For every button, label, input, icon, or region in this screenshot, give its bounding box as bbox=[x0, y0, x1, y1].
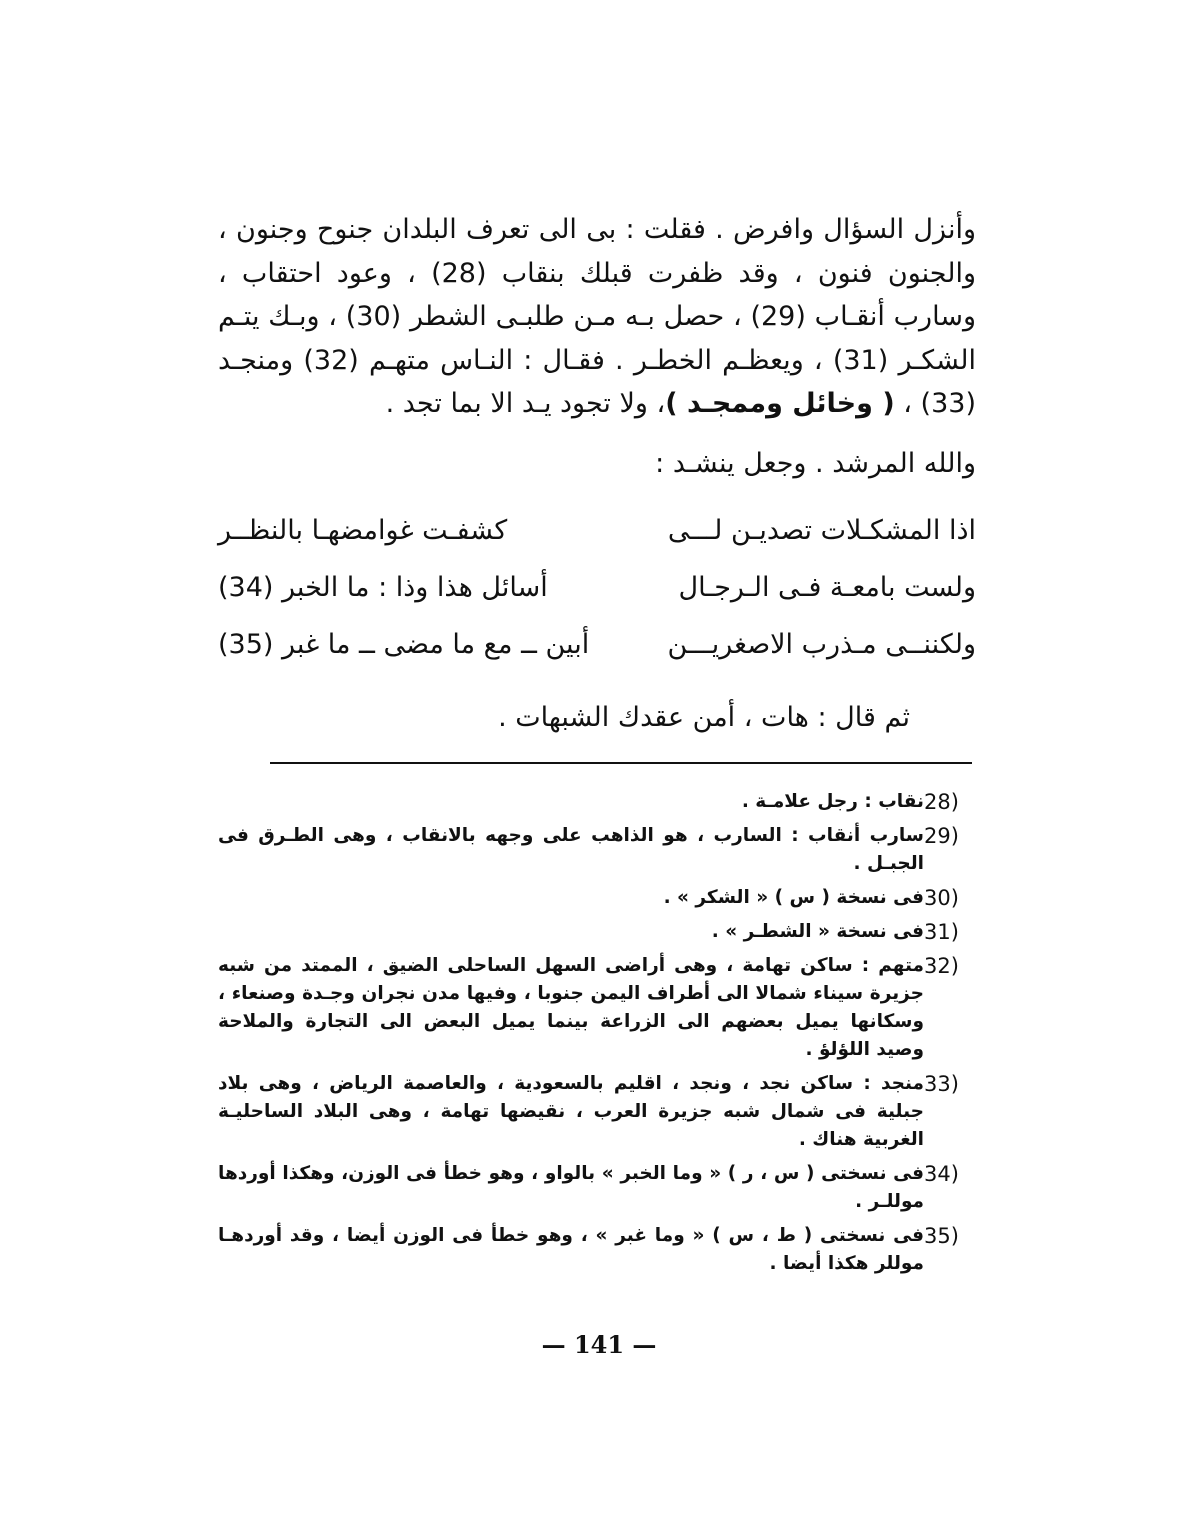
footnote-text: نقاب : رجل علامـة . bbox=[741, 791, 924, 812]
verse-first-hemistich: اذا المشكـلات تصديـن لـــى bbox=[667, 515, 976, 546]
footnote bbox=[218, 884, 976, 912]
footnote bbox=[218, 1070, 976, 1154]
paragraph bbox=[218, 208, 976, 426]
page-number: — 141 — bbox=[541, 1330, 657, 1359]
verse-first-hemistich: ولكننــى مـذرب الاصغريـــن bbox=[667, 629, 976, 660]
poem-verse bbox=[218, 629, 976, 686]
footnotes bbox=[218, 788, 976, 1284]
main-text bbox=[218, 208, 976, 485]
bold-phrase: ( وخائل وممجـد ) bbox=[665, 388, 895, 419]
footnote-number: 35) bbox=[924, 1224, 959, 1248]
footnote bbox=[218, 1160, 976, 1216]
footnote bbox=[218, 1222, 976, 1278]
footnote bbox=[218, 788, 976, 816]
footnote-number: 32) bbox=[924, 954, 959, 978]
footnote-number: 33) bbox=[924, 1072, 959, 1096]
footnote-separator bbox=[270, 762, 972, 764]
verse-second-hemistich: أسائل هذا وذا : ما الخبر (34) bbox=[218, 572, 548, 603]
verse-first-hemistich: ولست بامعـة فـى الـرجـال bbox=[678, 572, 976, 603]
footnote-number: 31) bbox=[924, 920, 959, 944]
poem bbox=[218, 515, 976, 686]
verse-second-hemistich: كشفـت غوامضهـا بالنظــر bbox=[218, 515, 508, 546]
footnote-text: فى نسخة « الشطـر » . bbox=[711, 921, 924, 942]
verse-second-hemistich: أبين ــ مع ما مضى ــ ما غبر (35) bbox=[218, 629, 590, 660]
footnote-text: منجد : ساكن نجد ، ونجد ، اقليم بالسعودية ، والعاصمة الرياض ، وهى بلاد جبلية فى شمال شبه جزيرة العرب ، نقيضها تهامة ، وهى البلاد الساحليـة الغربية هناك . bbox=[218, 1073, 924, 1150]
footnote-text: سارب أنقاب : السارب ، هو الذاهب على وجهه بالانقاب ، وهى الطـرق فى الجبـل . bbox=[218, 825, 924, 874]
poem-verse bbox=[218, 572, 976, 629]
footnote bbox=[218, 918, 976, 946]
footnote-number: 28) bbox=[924, 790, 959, 814]
footnote-number: 30) bbox=[924, 886, 959, 910]
paragraph-text: وأنزل السؤال وافرض . فقلت : بى الى تعرف البلدان جنوح وجنون ، والجنون فنون ، وقد ظفرت قبلك بنقاب (28) ، وعود احتقاب ، وسارب أنقـاب (29) ، حصل بـه مـن طلبـى الشطر (30) ، وبـك يتـم الشكـر (31) ، ويعظـم الخطـر . فقـال : النـاس متهـم (32) ومنجـد (33) ، bbox=[218, 214, 976, 419]
closing-line: ثم قال : هات ، أمن عقدك الشبهات . bbox=[498, 702, 910, 733]
footnote-text: فى نسختى ( ط ، س ) « وما غبر » ، وهو خطأ فى الوزن أيضا ، وقد أوردهـا موللر هكذا أيضا . bbox=[218, 1225, 924, 1274]
footnote-text: فى نسخة ( س ) « الشكر » . bbox=[663, 887, 924, 908]
footnote-number: 34) bbox=[924, 1162, 959, 1186]
paragraph-end: ، ولا تجود يـد الا بما تجد . bbox=[385, 388, 666, 419]
paragraph-intro-verse: والله المرشد . وجعل ينشـد : bbox=[655, 447, 976, 479]
footnote-number: 29) bbox=[924, 824, 959, 848]
footnote-text: فى نسختى ( س ، ر ) « وما الخبر » بالواو ، وهو خطأ فى الوزن، وهكذا أوردها موللـر . bbox=[218, 1163, 924, 1212]
footnote bbox=[218, 822, 976, 878]
footnote-text: متهم : ساكن تهامة ، وهى أراضى السهل الساحلى الضيق ، الممتد من شبه جزيرة سيناء شمالا الى أطراف اليمن جنوبا ، وفيها مدن نجران وجـدة وصنعاء ، وسكانها يميل بعضهم الى الزراعة بينما يميل البعض الى التجارة والملاحة وصيد اللؤلؤ . bbox=[218, 955, 924, 1060]
poem-verse bbox=[218, 515, 976, 572]
footnote bbox=[218, 952, 976, 1064]
